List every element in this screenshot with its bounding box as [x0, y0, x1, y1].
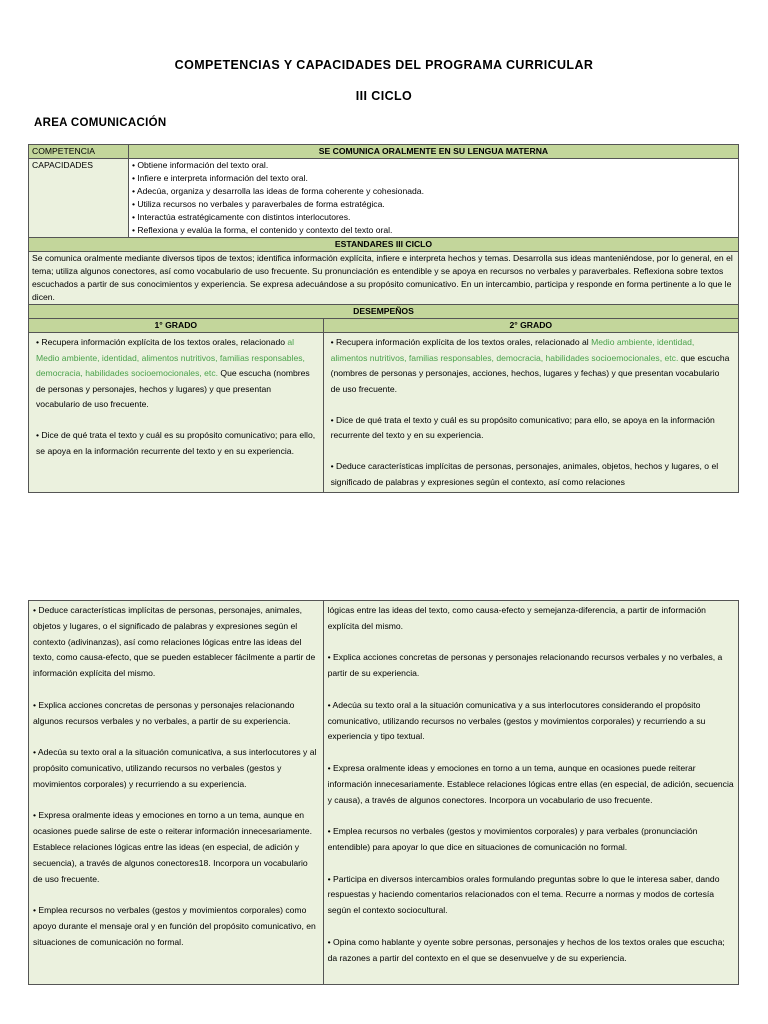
capacidades-label: CAPACIDADES [29, 159, 129, 238]
capacidad-item: • Infiere e interpreta información del texto oral. [131, 173, 308, 183]
desempeno-text: que escucha (nombres de personas y personajes, acciones, hechos, lugares y fechas) y que presentan vocabulario de uso frecuente. [330, 352, 730, 394]
estandares-label: ESTANDARES III CICLO [29, 238, 739, 252]
capacidades-list [132, 159, 735, 237]
desempeno-item: • Emplea recursos no verbales (gestos y movimientos corporales) como apoyo durante el mensaje oral y en función del propósito comunicativo, en situaciones de comunicación no formal. [33, 905, 316, 947]
desempenos-continuation-table [28, 600, 739, 985]
competencias-table [28, 144, 739, 493]
desempenos-row [29, 333, 739, 493]
desempeno-text: • Recupera información explícita de los textos orales, relacionado [36, 337, 288, 347]
desempeno-item: • Expresa oralmente ideas y emociones en torno a un tema, aunque en ocasiones puede salirse de este o reiterar información innecesariamente. Establece relaciones lógicas entre las ideas (en especial, de adición y secuencia), a través de algunos conectores18. Incorpora un vocabulario de uso frecuente. [33, 810, 312, 884]
desempeno-item: • Deduce características implícitas de personas, personajes, animales, objetos y lugares, o el significado de palabras y expresiones según el contexto (adivinanzas), así como relaciones lógicas entre las ideas del texto, como causa-efecto, que se pueden establecer fácilmente a partir de información explícita del mismo. [33, 605, 316, 679]
estandares-header-row [29, 238, 739, 252]
grado-2-label: 2° GRADO [323, 319, 738, 333]
desempeno-item: • Dice de qué trata el texto y cuál es su propósito comunicativo; para ello, se apoya en la información recurrente del texto y en su experiencia. [36, 430, 316, 456]
grado-2-continuation [323, 601, 738, 985]
desempeno-item [36, 335, 316, 413]
grado-1-cell [29, 333, 324, 493]
area-heading: AREA COMUNICACIÓN [34, 117, 167, 129]
desempeno-item: • Participa en diversos intercambios orales formulando preguntas sobre lo que le interesa saber, dando respuestas y haciendo comentarios relacionados con el tema. Recurre a normas y modos de cortesía según el contexto sociocultural. [327, 873, 720, 916]
desempeno-item: • Dice de qué trata el texto y cuál es su propósito comunicativo; para ello, se apoya en la información recurrente del texto y en su experiencia. [330, 414, 715, 440]
desempeno-text: • Recupera información explícita de los textos orales, relacionado al [330, 337, 592, 347]
grado-1-label: 1° GRADO [29, 319, 324, 333]
capacidades-row [29, 159, 739, 238]
competencia-row [29, 145, 739, 159]
estandares-text: Se comunica oralmente mediante diversos tipos de textos; identifica información explícita, infiere e interpreta hechos y temas. Desarrolla sus ideas manteniéndose, por lo general, en el tema; utiliza algunos conectores, así como vocabulario de uso frecuente. Su pronunciación es entendible y se apoya en recursos no verbales y paraverbales. Reflexiona sobre textos escuchados a partir de sus conocimientos y experiencia. Se expresa adecuándose a su propósito comunicativo. En un intercambio, participa y responde en forma pertinente a lo que le dicen. [29, 252, 739, 305]
document-title: COMPETENCIAS Y CAPACIDADES DEL PROGRAMA CURRICULAR [174, 58, 594, 72]
capacidad-item: • Obtiene información del texto oral. [131, 160, 269, 170]
desempeno-highlight: al Medio ambiente, identidad, alimentos nutritivos, familias responsables, democracia, habilidades socioemocionales, etc. [36, 337, 305, 378]
grado-1-continuation [29, 601, 324, 985]
desempeno-item: • Deduce características implícitas de personas, personajes, animales, objetos, hechos y lugares, o el significado de palabras y expresiones según el contexto, así como relaciones [330, 461, 719, 487]
grado-2-cell [323, 333, 738, 493]
desempeno-text: Que escucha (nombres de personas y personajes, hechos y lugares) y que presentan vocabulario de uso frecuente. [36, 368, 310, 409]
grados-header-row [29, 319, 739, 333]
competencia-value: SE COMUNICA ORALMENTE EN SU LENGUA MATERNA [128, 145, 738, 159]
desempeno-item: • Adecúa su texto oral a la situación comunicativa y a sus interlocutores considerando el propósito comunicativo, utilizando recursos no verbales (gestos y movimientos corporales) y recurriendo a su experiencia y tipo textual. [327, 699, 706, 742]
capacidad-item: • Adecúa, organiza y desarrolla las ideas de forma coherente y cohesionada. [131, 186, 424, 196]
capacidad-item: • Interactúa estratégicamente con distintos interlocutores. [131, 212, 351, 222]
competencia-label: COMPETENCIA [29, 145, 129, 159]
desempeno-item: • Explica acciones concretas de personas y personajes relacionando algunos recursos verbales y no verbales, a partir de su experiencia. [33, 699, 295, 726]
desempeno-item [331, 335, 731, 397]
desempenos-label: DESEMPEÑOS [29, 305, 739, 319]
desempenos-header-row [29, 305, 739, 319]
document-subtitle: III CICLO [355, 89, 413, 103]
desempeno-item: lógicas entre las ideas del texto, como causa-efecto y semejanza-diferencia, a partir de información explícita del mismo. [327, 605, 706, 631]
continuation-row [29, 601, 739, 985]
desempeno-item: • Emplea recursos no verbales (gestos y movimientos corporales) y para verbales (pronunciación entendible) para apoyar lo que dice en situaciones de comunicación no formal. [327, 826, 698, 852]
desempeno-item: • Expresa oralmente ideas y emociones en torno a un tema, aunque en ocasiones puede reiterar información innecesariamente. Establece relaciones lógicas entre ellas (en especial, de adición, secuencia y causa), a través de algunos conectores. Incorpora un vocabulario de uso frecuente. [327, 762, 734, 805]
capacidad-item: • Reflexiona y evalúa la forma, el contenido y contexto del texto oral. [131, 225, 393, 235]
desempeno-highlight: Medio ambiente, identidad, alimentos nutritivos, familias responsables, democracia, habilidades socioemocionales, etc. [330, 337, 695, 363]
desempeno-item: • Adecúa su texto oral a la situación comunicativa, a sus interlocutores y al propósito comunicativo, utilizando recursos no verbales (gestos y movimientos corporales) y recurriendo a su experiencia. [33, 747, 317, 789]
desempeno-item: • Explica acciones concretas de personas y personajes relacionando recursos verbales y no verbales, a partir de su experiencia. [327, 652, 723, 679]
capacidades-cell [128, 159, 738, 238]
capacidad-item: • Utiliza recursos no verbales y paraverbales de forma estratégica. [131, 199, 385, 209]
desempeno-item: • Opina como hablante y oyente sobre personas, personajes y hechos de los textos orales que escucha; da razones a partir del contexto en el que se desenvuelve y de su experiencia. [327, 936, 725, 963]
estandares-row [29, 252, 739, 305]
